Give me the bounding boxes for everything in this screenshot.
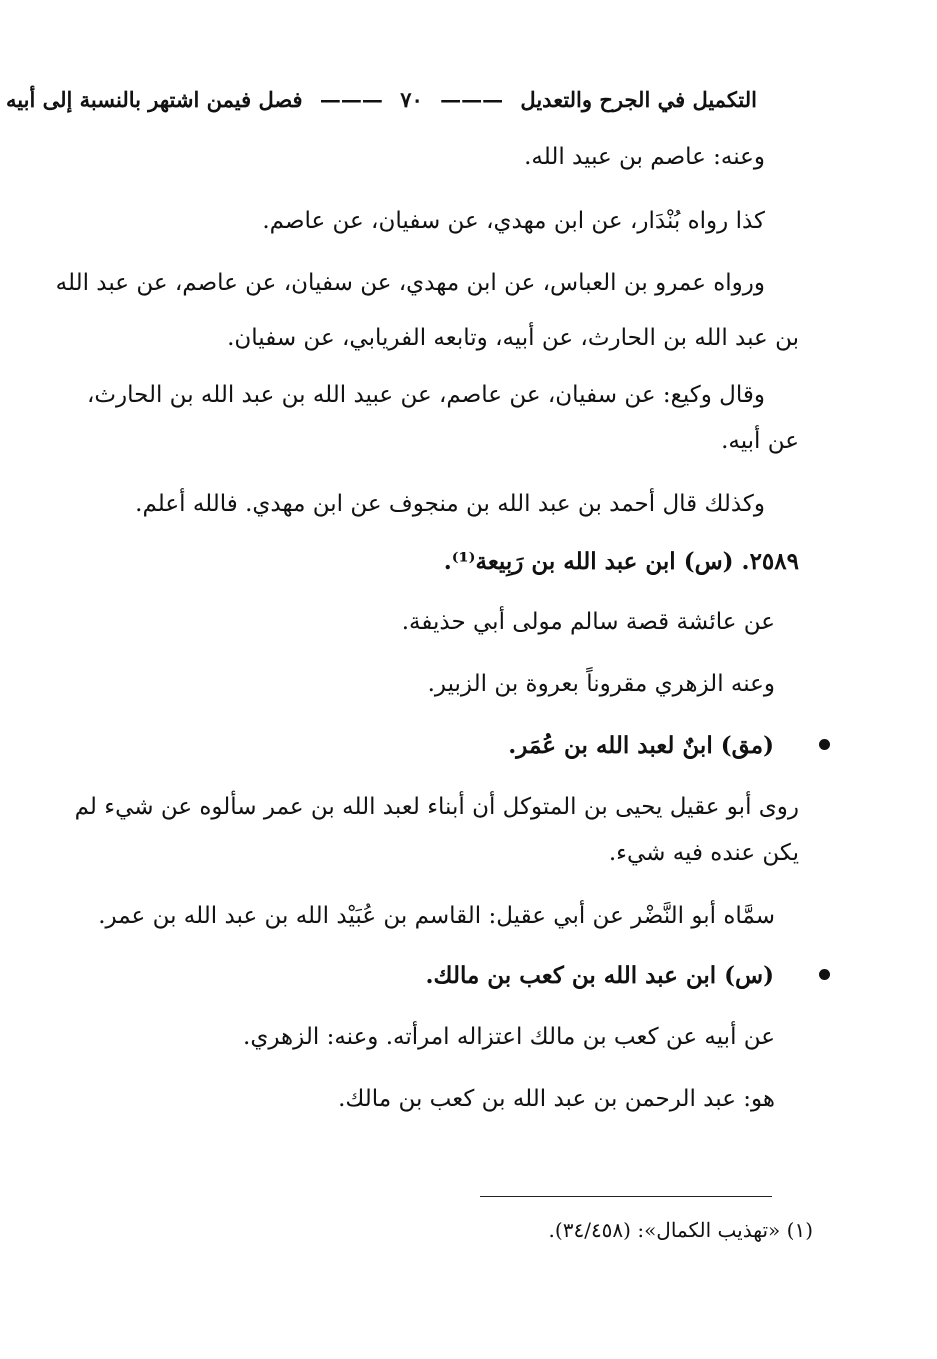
text-line: ورواه عمرو بن العباس، عن ابن مهدي، عن سفيان، عن عاصم، عن عبد الله	[55, 270, 765, 296]
text-line: هو: عبد الرحمن بن عبد الله بن كعب بن مالك.	[338, 1086, 775, 1112]
text-line: وعنه الزهري مقروناً بعروة بن الزبير.	[427, 671, 775, 697]
entry-heading: (مق) ابنٌ لعبد الله بن عُمَر.	[508, 732, 774, 759]
page-number: ٧٠	[400, 87, 423, 112]
footnote: (١) «تهذيب الكمال»: (٣٤/٤٥٨).	[548, 1218, 813, 1242]
text-line: كذا رواه بُنْدَار، عن ابن مهدي، عن سفيان، عن عاصم.	[262, 208, 765, 234]
header-book-title: التكميل في الجرح والتعديل	[520, 87, 757, 112]
text-line: وعنه: عاصم بن عبيد الله.	[524, 144, 765, 170]
text-line: عن عائشة قصة سالم مولى أبي حذيفة.	[401, 609, 775, 635]
text-line: يكن عنده فيه شيء.	[608, 840, 799, 866]
text-line: بن عبد الله بن الحارث، عن أبيه، وتابعه الفريابي، عن سفيان.	[227, 325, 799, 351]
header-separator: ———	[440, 87, 504, 112]
running-header	[6, 84, 757, 116]
text-line: عن أبيه.	[721, 428, 799, 454]
text-line: وكذلك قال أحمد بن عبد الله بن منجوف عن ابن مهدي. فالله أعلم.	[135, 491, 765, 517]
entry-heading: (س) ابن عبد الله بن كعب بن مالك.	[425, 962, 774, 989]
text-line: عن أبيه عن كعب بن مالك اعتزاله امرأته. وعنه: الزهري.	[243, 1024, 775, 1050]
text-line: وقال وكيع: عن سفيان، عن عاصم، عن عبيد الله بن عبد الله بن الحارث،	[86, 382, 765, 408]
footnote-divider	[480, 1196, 772, 1197]
header-chapter-title: فصل فيمن اشتهر بالنسبة إلى أبيه	[6, 87, 303, 112]
text-line: روى أبو عقيل يحيى بن المتوكل أن أبناء لعبد الله بن عمر سألوه عن شيء لم	[74, 794, 799, 820]
header-separator: ———	[319, 87, 383, 112]
text-line: سمَّاه أبو النَّضْر عن أبي عقيل: القاسم بن عُبَيْد الله بن عبد الله بن عمر.	[98, 903, 775, 929]
bullet-icon	[819, 969, 830, 980]
bullet-icon	[819, 739, 830, 750]
entry-heading: ٢٥٨٩. (س) ابن عبد الله بن رَبِيعة⁽¹⁾.	[443, 548, 799, 575]
